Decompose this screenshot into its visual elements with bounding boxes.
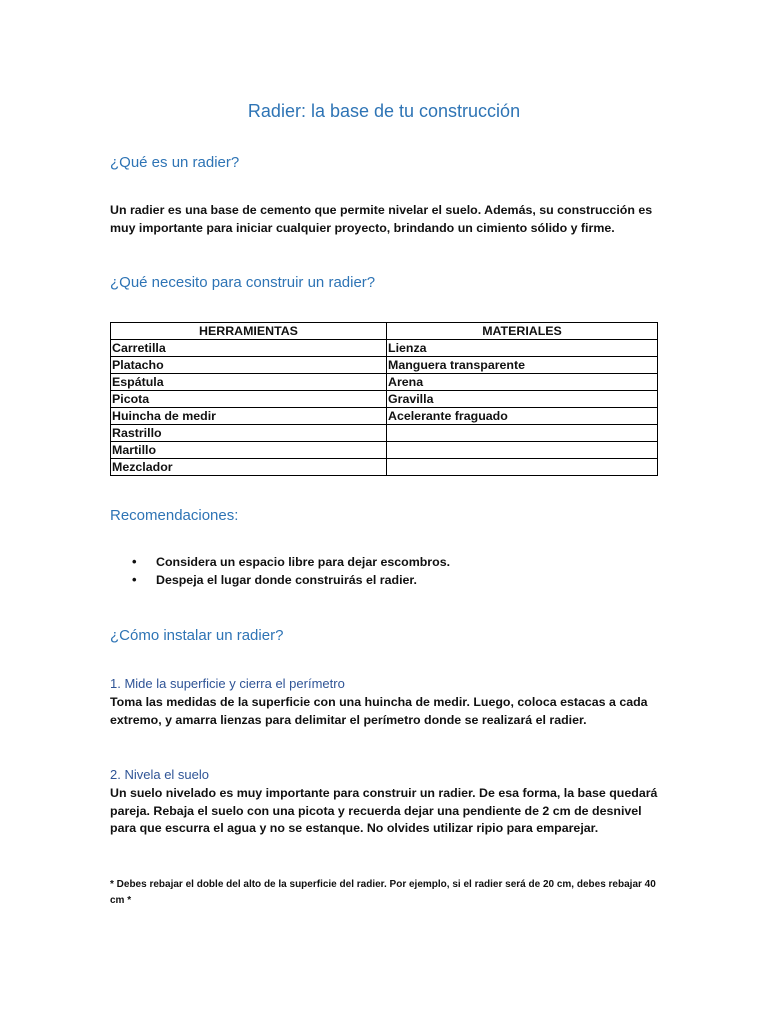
list-item-text: Despeja el lugar donde construirás el radier. (156, 573, 417, 587)
list-item (110, 553, 450, 571)
table-row (111, 391, 658, 408)
table-cell: Arena (387, 374, 658, 391)
step2-title: 2. Nivela el suelo (110, 767, 209, 782)
table-row (111, 425, 658, 442)
bullet-icon: • (132, 572, 137, 587)
page-title: Radier: la base de tu construcción (247, 101, 521, 121)
table-cell: Acelerante fraguado (387, 408, 658, 425)
table-cell (387, 459, 658, 476)
table-header-row (111, 323, 658, 340)
table-cell: Carretilla (111, 340, 387, 357)
tools-materials-table (110, 322, 658, 476)
table-cell: Espátula (111, 374, 387, 391)
table-row (111, 357, 658, 374)
recs-list (110, 553, 450, 589)
list-item (110, 571, 450, 589)
need-heading: ¿Qué necesito para construir un radier? (110, 274, 376, 291)
footnote: * Debes rebajar el doble del alto de la superficie del radier. Por ejemplo, si el radier será de 20 cm, debes rebajar 40 cm * (110, 879, 656, 906)
table-cell: Manguera transparente (387, 357, 658, 374)
table-cell: Picota (111, 391, 387, 408)
table-cell: Huincha de medir (111, 408, 387, 425)
header-materiales: MATERIALES (387, 323, 658, 340)
step1-title: 1. Mide la superficie y cierra el perímetro (110, 676, 345, 691)
what-paragraph: Un radier es una base de cemento que permite nivelar el suelo. Además, su construcción es muy importante para iniciar cualquier proyecto, brindando un cimiento sólido y firme. (110, 203, 653, 235)
table-cell: Lienza (387, 340, 658, 357)
table-row (111, 442, 658, 459)
table-cell: Platacho (111, 357, 387, 374)
table-cell: Gravilla (387, 391, 658, 408)
bullet-icon: • (132, 554, 137, 569)
table-cell: Mezclador (111, 459, 387, 476)
table-cell: Rastrillo (111, 425, 387, 442)
table-row (111, 340, 658, 357)
recs-heading: Recomendaciones: (110, 507, 239, 524)
table-cell: Martillo (111, 442, 387, 459)
table-cell (387, 442, 658, 459)
table-row (111, 459, 658, 476)
header-herramientas: HERRAMIENTAS (111, 323, 387, 340)
list-item-text: Considera un espacio libre para dejar escombros. (156, 555, 451, 569)
table-row (111, 408, 658, 425)
step1-paragraph: Toma las medidas de la superficie con una huincha de medir. Luego, coloca estacas a cada extremo, y amarra lienzas para delimitar el perímetro donde se realizará el radier. (110, 695, 648, 727)
how-heading: ¿Cómo instalar un radier? (110, 627, 284, 644)
table-cell (387, 425, 658, 442)
what-heading: ¿Qué es un radier? (110, 154, 240, 171)
step2-paragraph: Un suelo nivelado es muy importante para construir un radier. De esa forma, la base quedará pareja. Rebaja el suelo con una picota y recuerda dejar una pendiente de 2 cm de desnivel para que escurra el agua y no se estanque. No olvides utilizar ripio para emparejar. (110, 786, 658, 835)
table-row (111, 374, 658, 391)
